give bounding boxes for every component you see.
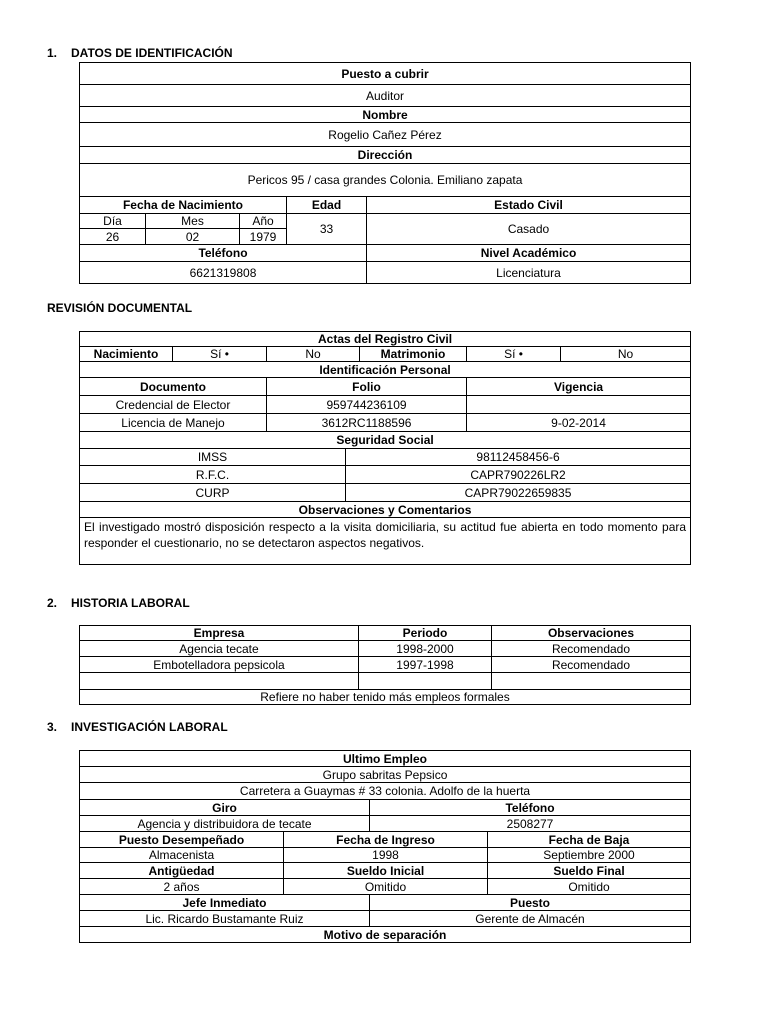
puesto-desempenado-label: Puesto Desempeñado bbox=[80, 832, 284, 848]
dia-label: Día bbox=[80, 214, 146, 229]
observaciones-label: Observaciones y Comentarios bbox=[80, 502, 691, 518]
identification-table bbox=[79, 62, 691, 284]
section-number: 3. bbox=[47, 720, 58, 734]
periodo-value: 1997-1998 bbox=[359, 657, 492, 673]
seguridad-label: IMSS bbox=[80, 449, 346, 466]
mes-label: Mes bbox=[146, 214, 240, 229]
jefe-inmediato-value: Lic. Ricardo Bustamante Ruiz bbox=[80, 911, 370, 927]
dia-value: 26 bbox=[80, 229, 146, 245]
matrimonio-no: No bbox=[561, 347, 691, 362]
revision-title: REVISIÓN DOCUMENTAL bbox=[47, 301, 193, 315]
empresa-value: Agencia tecate bbox=[80, 641, 359, 657]
telefono-label: Teléfono bbox=[80, 245, 367, 262]
periodo-value: 1998-2000 bbox=[359, 641, 492, 657]
investigacion-laboral-table bbox=[79, 750, 691, 943]
empresa-label: Empresa bbox=[80, 626, 359, 641]
fecha-ingreso-value: 1998 bbox=[284, 848, 488, 863]
fecha-ingreso-label: Fecha de Ingreso bbox=[284, 832, 488, 848]
telefono-value: 2508277 bbox=[370, 816, 691, 832]
telefono-label: Teléfono bbox=[370, 800, 691, 816]
documento-value: Credencial de Elector bbox=[80, 396, 267, 414]
anio-label: Año bbox=[240, 214, 287, 229]
nombre-value: Rogelio Cañez Pérez bbox=[80, 123, 691, 147]
folio-value: 959744236109 bbox=[267, 396, 467, 414]
telefono-value: 6621319808 bbox=[80, 262, 367, 284]
antiguedad-value: 2 años bbox=[80, 879, 284, 895]
folio-label: Folio bbox=[267, 378, 467, 396]
anio-value: 1979 bbox=[240, 229, 287, 245]
sueldo-final-label: Sueldo Final bbox=[488, 863, 691, 879]
observaciones-label: Observaciones bbox=[492, 626, 691, 641]
nacimiento-no: No bbox=[267, 347, 360, 362]
jefe-inmediato-label: Jefe Inmediato bbox=[80, 895, 370, 911]
section-title: HISTORIA LABORAL bbox=[71, 596, 190, 610]
estado-civil-label: Estado Civil bbox=[367, 197, 691, 214]
vigencia-value: 9-02-2014 bbox=[467, 414, 691, 432]
direccion-label: Dirección bbox=[80, 147, 691, 164]
empty-cell bbox=[359, 673, 492, 690]
puesto-label: Puesto bbox=[370, 895, 691, 911]
empresa-value: Embotelladora pepsicola bbox=[80, 657, 359, 673]
section-number: 1. bbox=[47, 46, 58, 60]
folio-value: 3612RC1188596 bbox=[267, 414, 467, 432]
empty-cell bbox=[492, 673, 691, 690]
sueldo-final-value: Omitido bbox=[488, 879, 691, 895]
fecha-baja-label: Fecha de Baja bbox=[488, 832, 691, 848]
historia-laboral-table bbox=[79, 625, 691, 705]
seguridad-value: CAPR79022659835 bbox=[346, 484, 691, 502]
nivel-academico-label: Nivel Académico bbox=[367, 245, 691, 262]
seguridad-social-label: Seguridad Social bbox=[80, 432, 691, 449]
puesto-value: Gerente de Almacén bbox=[370, 911, 691, 927]
identificacion-label: Identificación Personal bbox=[80, 362, 691, 378]
nivel-academico-value: Licenciatura bbox=[367, 262, 691, 284]
section-title: INVESTIGACIÓN LABORAL bbox=[71, 720, 228, 734]
revision-heading bbox=[47, 301, 192, 315]
matrimonio-si: Sí • bbox=[467, 347, 561, 362]
sueldo-inicial-label: Sueldo Inicial bbox=[284, 863, 488, 879]
puesto-value: Auditor bbox=[80, 85, 691, 107]
section-title: DATOS DE IDENTIFICACIÓN bbox=[71, 46, 233, 60]
sueldo-inicial-value: Omitido bbox=[284, 879, 488, 895]
periodo-label: Periodo bbox=[359, 626, 492, 641]
seguridad-value: CAPR790226LR2 bbox=[346, 466, 691, 484]
giro-value: Agencia y distribuidora de tecate bbox=[80, 816, 370, 832]
giro-label: Giro bbox=[80, 800, 370, 816]
seguridad-label: R.F.C. bbox=[80, 466, 346, 484]
puesto-label: Puesto a cubrir bbox=[80, 63, 691, 85]
observaciones-value: Recomendado bbox=[492, 657, 691, 673]
historia-note: Refiere no haber tenido más empleos formales bbox=[80, 690, 691, 705]
section-1-heading bbox=[47, 46, 233, 60]
motivo-separacion-label: Motivo de separación bbox=[80, 927, 691, 943]
vigencia-value bbox=[467, 396, 691, 414]
edad-value: 33 bbox=[287, 214, 367, 245]
direccion-value: Pericos 95 / casa grandes Colonia. Emiliano zapata bbox=[80, 164, 691, 197]
observaciones-value: Recomendado bbox=[492, 641, 691, 657]
seguridad-label: CURP bbox=[80, 484, 346, 502]
nacimiento-label: Nacimiento bbox=[80, 347, 173, 362]
section-number: 2. bbox=[47, 596, 58, 610]
seguridad-value: 98112458456-6 bbox=[346, 449, 691, 466]
puesto-desempenado-value: Almacenista bbox=[80, 848, 284, 863]
nombre-label: Nombre bbox=[80, 107, 691, 123]
fecha-baja-value: Septiembre 2000 bbox=[488, 848, 691, 863]
vigencia-label: Vigencia bbox=[467, 378, 691, 396]
observaciones-text: El investigado mostró disposición respecto a la visita domiciliaria, su actitud fue abierta en todo momento para responder el cuestionario, no se detectaron aspectos negativos. bbox=[80, 518, 691, 565]
matrimonio-label: Matrimonio bbox=[360, 347, 467, 362]
table-row bbox=[80, 641, 691, 657]
table-row bbox=[80, 657, 691, 673]
section-3-heading bbox=[47, 720, 228, 734]
empty-cell bbox=[80, 673, 359, 690]
revision-table bbox=[79, 331, 691, 565]
mes-value: 02 bbox=[146, 229, 240, 245]
documento-value: Licencia de Manejo bbox=[80, 414, 267, 432]
documento-label: Documento bbox=[80, 378, 267, 396]
fecha-nacimiento-label: Fecha de Nacimiento bbox=[80, 197, 287, 214]
estado-civil-value: Casado bbox=[367, 214, 691, 245]
section-2-heading bbox=[47, 596, 190, 610]
edad-label: Edad bbox=[287, 197, 367, 214]
actas-label: Actas del Registro Civil bbox=[80, 332, 691, 347]
ultimo-empleo-direccion: Carretera a Guaymas # 33 colonia. Adolfo de la huerta bbox=[80, 783, 691, 800]
nacimiento-si: Sí • bbox=[173, 347, 267, 362]
ultimo-empleo-empresa: Grupo sabritas Pepsico bbox=[80, 767, 691, 783]
antiguedad-label: Antigüedad bbox=[80, 863, 284, 879]
table-row-empty bbox=[80, 673, 691, 690]
ultimo-empleo-label: Ultimo Empleo bbox=[80, 751, 691, 767]
